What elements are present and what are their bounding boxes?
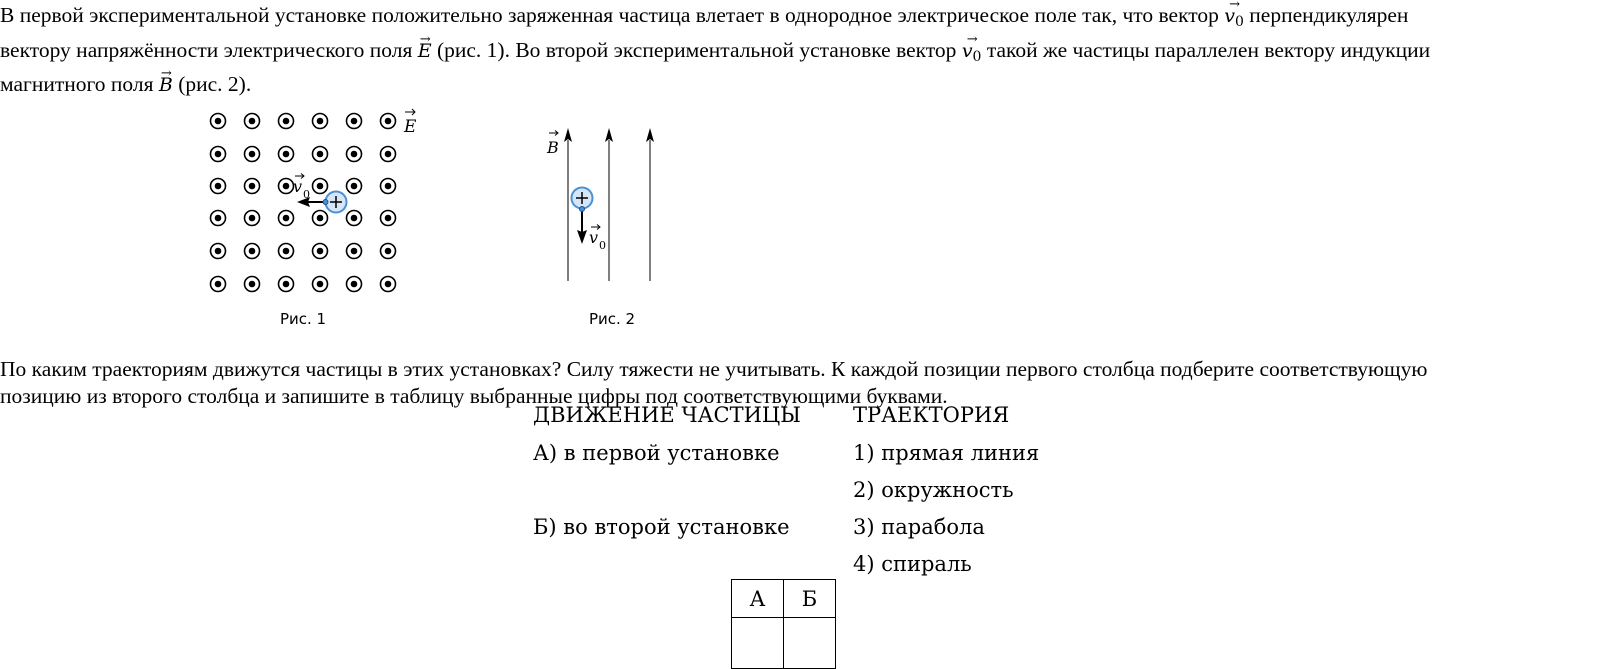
- b-field-label: [546, 131, 559, 158]
- answer-cell-b[interactable]: [784, 618, 836, 669]
- velocity-arrow-fig2: [577, 210, 587, 244]
- field-out-of-page-icon: [347, 211, 362, 226]
- question-text: позицию из второго столбца и запишите в таблицу выбранные цифры под соответствующими буквами.: [0, 383, 948, 408]
- field-out-of-page-icon: [279, 277, 294, 292]
- velocity-label-fig2: [589, 225, 606, 253]
- field-out-of-page-icon: [279, 114, 294, 129]
- field-out-of-page-icon: [211, 277, 226, 292]
- field-out-of-page-icon: [313, 114, 328, 129]
- field-out-of-page-icon: [211, 114, 226, 129]
- svg-text:v: v: [293, 177, 303, 196]
- field-out-of-page-icon: [313, 211, 328, 226]
- right-item-4: 4) спираль: [853, 552, 972, 576]
- svg-text:v: v: [589, 228, 599, 247]
- positive-charge-fig1: [323, 192, 347, 213]
- field-out-of-page-icon: [347, 179, 362, 194]
- answer-header-b: Б: [784, 580, 836, 618]
- left-item-a: А) в первой установке: [533, 441, 780, 465]
- svg-text:B: B: [547, 138, 559, 157]
- answer-header-a: А: [732, 580, 784, 618]
- svg-text:E: E: [404, 117, 417, 137]
- field-out-of-page-icon: [245, 244, 260, 259]
- field-out-of-page-icon: [347, 114, 362, 129]
- velocity-arrow-fig1: [297, 197, 325, 207]
- field-out-of-page-icon: [211, 147, 226, 162]
- field-out-of-page-icon: [245, 147, 260, 162]
- field-out-of-page-icon: [381, 114, 396, 129]
- field-out-of-page-icon: [381, 277, 396, 292]
- field-out-of-page-icon: [211, 179, 226, 194]
- field-out-of-page-icon: [347, 244, 362, 259]
- field-out-of-page-icon: [279, 147, 294, 162]
- right-item-1: 1) прямая линия: [853, 441, 1040, 465]
- field-out-of-page-icon: [313, 147, 328, 162]
- field-out-of-page-icon: [211, 211, 226, 226]
- question-text: По каким траекториям движутся частицы в этих установках? Силу тяжести не учитывать. К каждой позиции первого столбца подберите соответствующую: [0, 357, 1428, 381]
- svg-text:0: 0: [303, 188, 310, 201]
- velocity-label-fig1: [293, 174, 310, 202]
- intro-text: такой же частицы параллелен вектору индукции: [986, 37, 1431, 62]
- intro-text: вектору напряжённости электрического поля: [0, 37, 413, 62]
- intro-text: (рис. 1). Во второй экспериментальной установке вектор: [436, 37, 957, 62]
- e-field-label: [403, 109, 417, 137]
- question-paragraph: [0, 356, 1601, 409]
- right-item-2: 2) окружность: [853, 478, 1014, 502]
- field-out-of-page-icon: [279, 179, 294, 194]
- intro-text: перпендикулярен: [1249, 3, 1409, 27]
- b-field-symbol: → B: [159, 70, 173, 99]
- intro-text: (рис. 2).: [178, 72, 252, 96]
- field-out-of-page-icon: [245, 211, 260, 226]
- field-out-of-page-icon: [313, 244, 328, 259]
- field-out-of-page-icon: [381, 244, 396, 259]
- intro-text: магнитного поля: [0, 72, 154, 96]
- field-out-of-page-icon: [313, 277, 328, 292]
- field-out-of-page-icon: [279, 211, 294, 226]
- field-out-of-page-icon: [279, 244, 294, 259]
- answer-cell-a[interactable]: [732, 618, 784, 669]
- velocity-symbol: → $v_0$: [962, 36, 982, 71]
- field-out-of-page-icon: [245, 114, 260, 129]
- field-out-of-page-icon: [381, 211, 396, 226]
- e-field-symbol: → E: [418, 36, 432, 65]
- field-out-of-page-icon: [245, 277, 260, 292]
- left-column-header: ДВИЖЕНИЕ ЧАСТИЦЫ: [533, 403, 801, 427]
- field-out-of-page-icon: [381, 179, 396, 194]
- velocity-symbol: → $v_0$: [1224, 1, 1244, 36]
- field-out-of-page-icon: [211, 244, 226, 259]
- right-item-3: 3) парабола: [853, 515, 985, 539]
- svg-text:0: 0: [599, 239, 606, 252]
- field-out-of-page-icon: [347, 277, 362, 292]
- figure1-caption: Рис. 1: [279, 310, 327, 328]
- field-out-of-page-icon: [381, 147, 396, 162]
- figure2-caption: Рис. 2: [588, 310, 636, 328]
- field-out-of-page-icon: [313, 179, 328, 194]
- positive-charge-fig2: [572, 188, 593, 212]
- left-item-b: Б) во второй установке: [533, 515, 790, 539]
- field-out-of-page-icon: [347, 147, 362, 162]
- answer-table: [731, 579, 836, 669]
- field-out-of-page-icon: [245, 179, 260, 194]
- right-column-header: ТРАЕКТОРИЯ: [853, 403, 1010, 427]
- intro-text: В первой экспериментальной установке положительно заряженная частица влетает в однородное электрическое поле так, что вектор: [0, 3, 1219, 27]
